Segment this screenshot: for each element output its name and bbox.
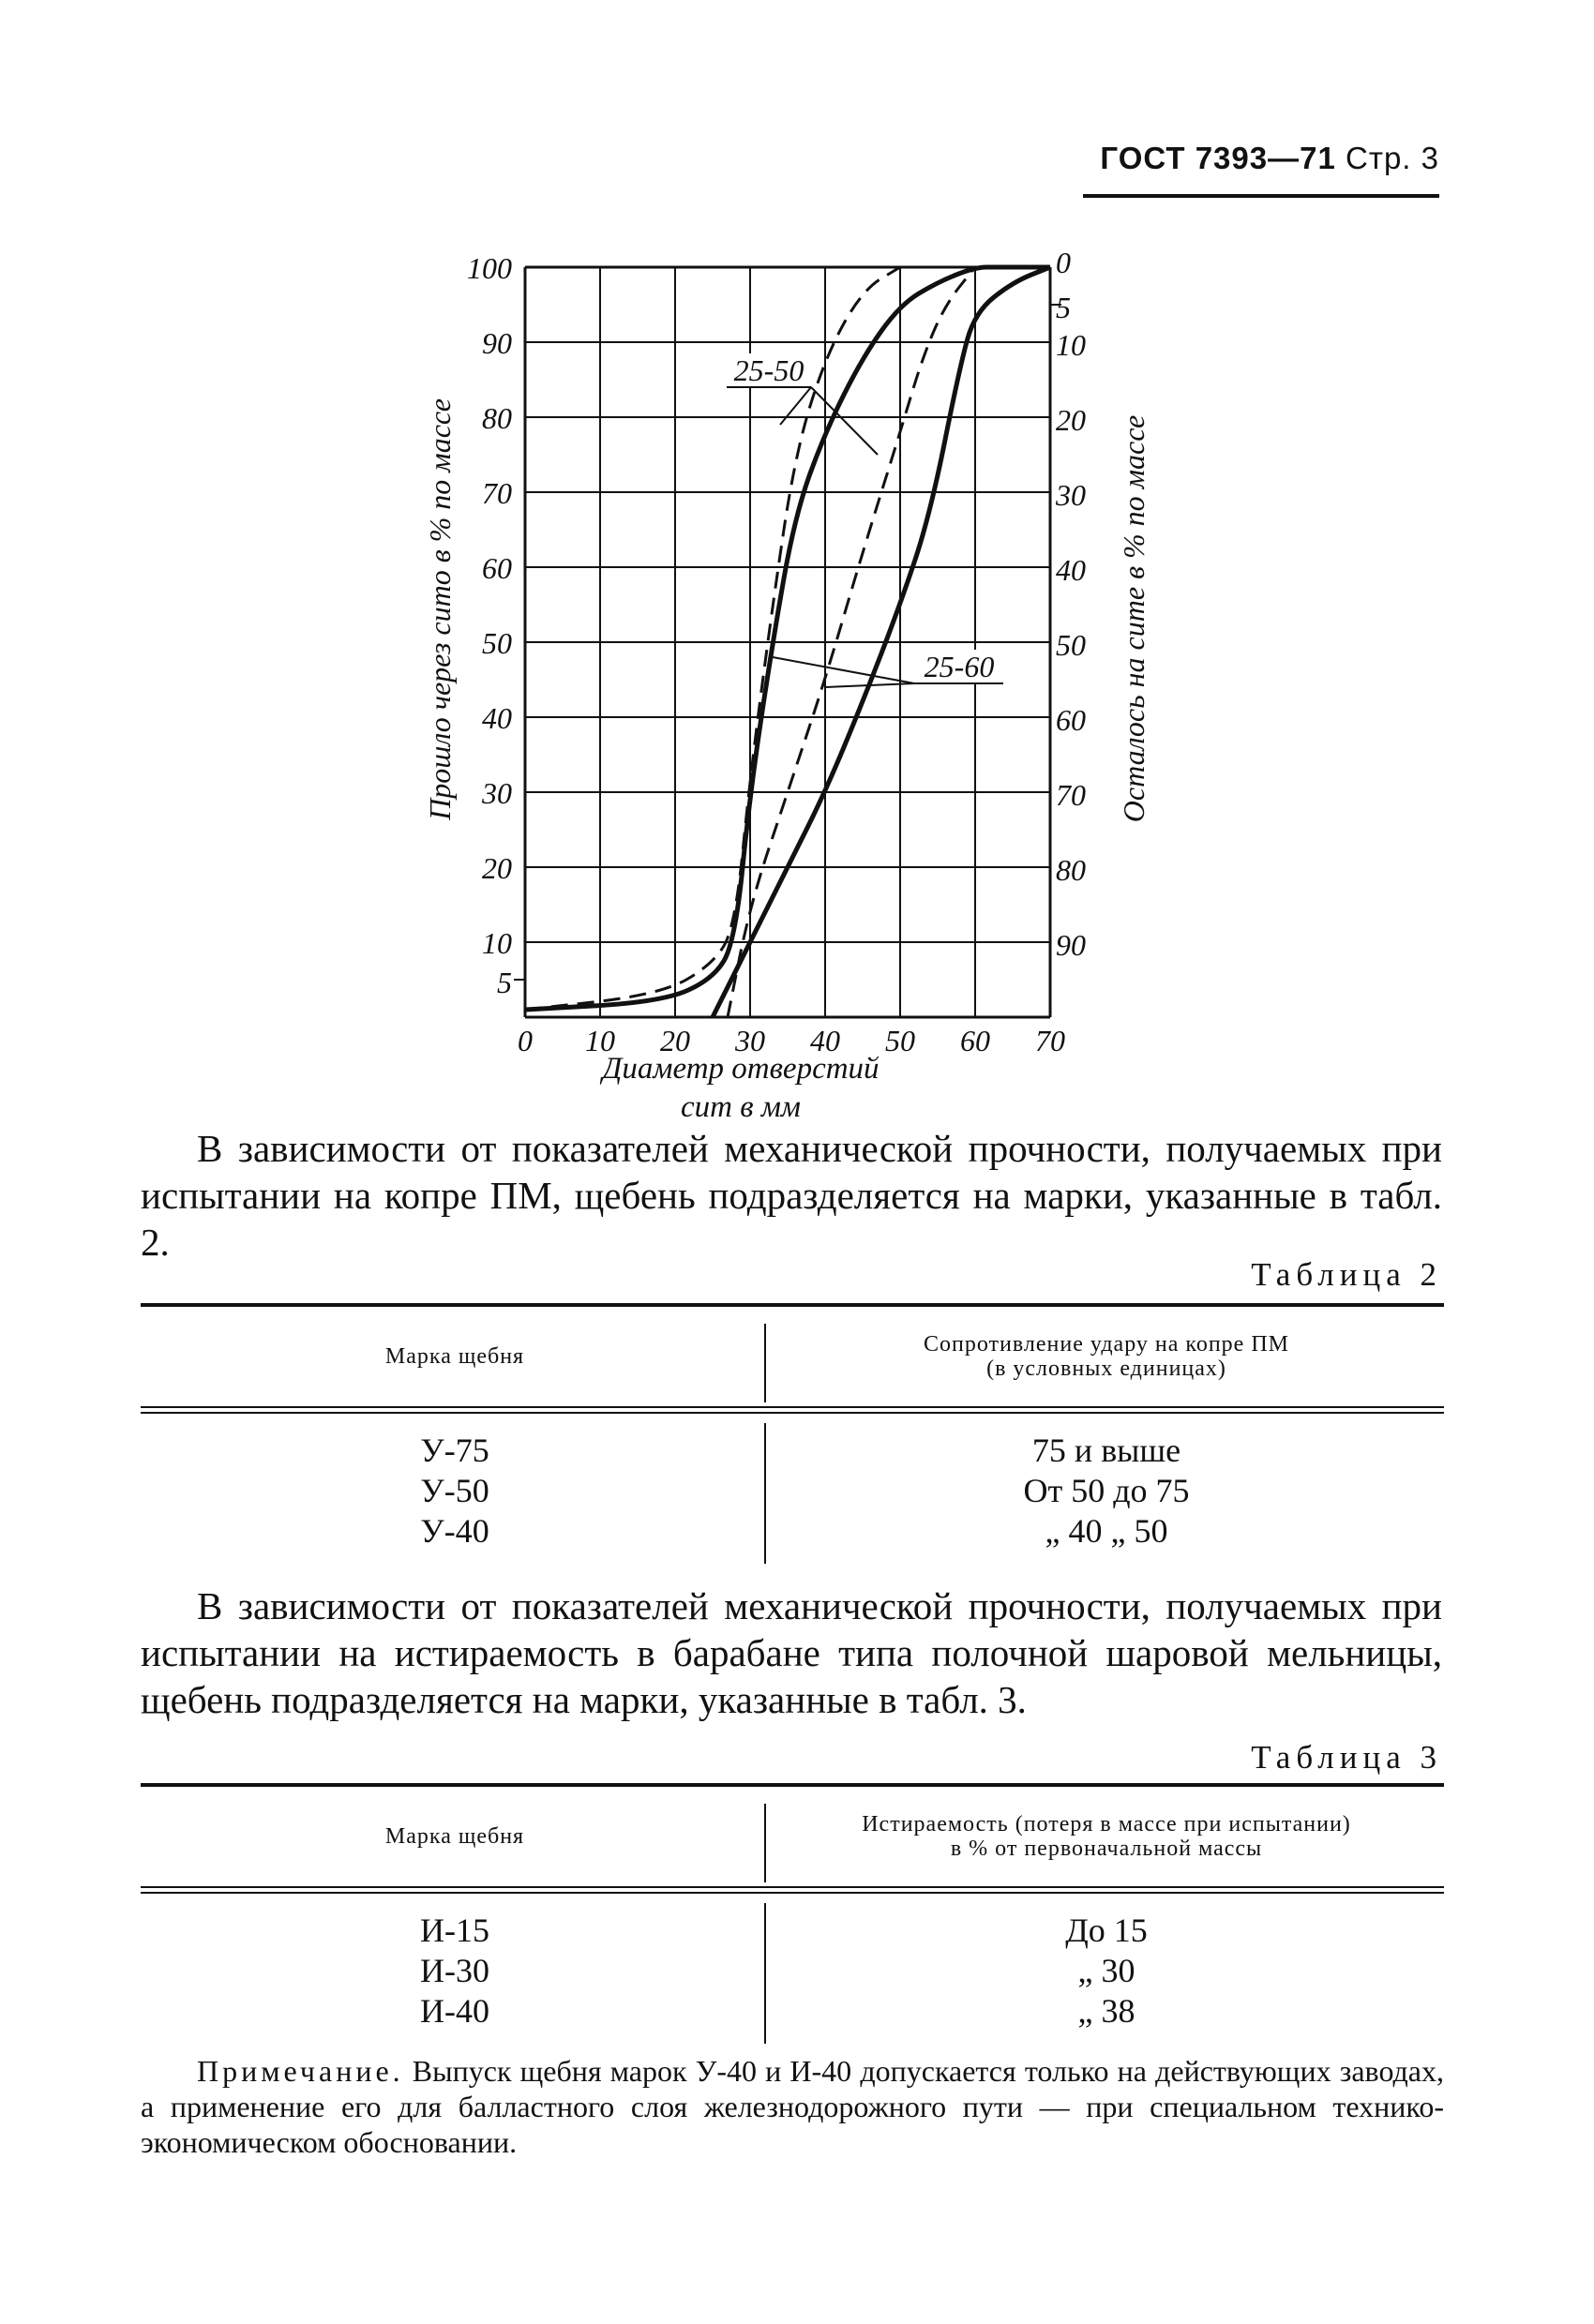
y-tick-left: 20 <box>482 851 512 885</box>
y-tick-left: 10 <box>482 926 512 960</box>
table-double-rule <box>141 1886 1444 1894</box>
table-header <box>141 1307 1444 1406</box>
y-tick-right: 90 <box>1056 928 1086 962</box>
x-tick: 50 <box>885 1024 915 1057</box>
y-tick-left: 90 <box>482 326 512 360</box>
x-tick: 40 <box>810 1024 840 1057</box>
y-tick-right: 10 <box>1056 328 1086 362</box>
column-divider <box>764 1423 766 1564</box>
table-3-caption: Таблица 3 <box>1251 1739 1442 1776</box>
column-header-mark: Марка щебня <box>384 1343 525 1369</box>
annotation-label-25-60: 25-60 <box>924 650 995 683</box>
page-header <box>1083 141 1439 176</box>
table-row: И-30 „ 30 <box>420 1952 1135 1989</box>
series-line <box>525 267 900 1010</box>
y-tick-right: 20 <box>1056 403 1086 437</box>
table-row: У-75 75 и выше <box>420 1432 1181 1469</box>
y-tick-left: 60 <box>482 551 512 585</box>
table-row: И-40 „ 38 <box>420 1992 1135 2030</box>
page-number: Стр. 3 <box>1346 141 1439 175</box>
table-2 <box>141 1303 1444 1552</box>
y-tick-left: 40 <box>482 701 512 735</box>
y-tick-right: 70 <box>1056 778 1086 812</box>
x-tick: 70 <box>1035 1024 1065 1057</box>
paragraph-1: В зависимости от показателей механической прочности, получаемых при испытании на копре ПМ, щебень подразделяется на марки, указанные в табл. 2. <box>141 1127 1442 1264</box>
y-tick-right: 0 <box>1056 246 1071 279</box>
y-tick-left: 50 <box>482 626 512 660</box>
y-tick-right: 60 <box>1056 703 1086 737</box>
table-body <box>141 1414 1444 1552</box>
annotation-label-25-50: 25-50 <box>733 353 805 387</box>
annotation-leader <box>773 657 914 683</box>
x-tick: 10 <box>585 1024 615 1057</box>
column-header-mark: Марка щебня <box>384 1823 525 1849</box>
note <box>141 2053 1444 2160</box>
grain-size-chart <box>413 239 1181 1139</box>
table-row: И-15 До 15 <box>420 1912 1148 1949</box>
table-body <box>141 1894 1444 2032</box>
table-header <box>141 1787 1444 1886</box>
y-tick-left: 100 <box>467 251 512 285</box>
note-text: Выпуск щебня марок У-40 и И-40 допускается только на действующих заводах, а применение его для балластного слоя железнодорожного пути — при специальном технико-экономическом обосновании. <box>141 2054 1445 2159</box>
y-tick-right: 40 <box>1056 553 1086 587</box>
header-rule <box>1083 194 1439 198</box>
x-tick: 20 <box>660 1024 690 1057</box>
x-axis-label-line1: Диаметр отверстий <box>602 1052 880 1086</box>
y-tick-right: 50 <box>1056 628 1086 662</box>
column-divider <box>764 1324 766 1402</box>
column-divider <box>764 1804 766 1882</box>
y-tick-left: 70 <box>482 476 512 510</box>
column-header-value: Истираемость (потеря в массе при испытании) в % от первоначальной массы <box>862 1812 1351 1861</box>
column-divider <box>764 1903 766 2044</box>
table-row: У-40 „ 40 „ 50 <box>420 1512 1168 1550</box>
table-row: У-50 От 50 до 75 <box>420 1472 1190 1509</box>
y-tick-left: 30 <box>482 776 512 810</box>
table-double-rule <box>141 1406 1444 1414</box>
y-tick-right: 30 <box>1056 478 1086 512</box>
table-2-caption: Таблица 2 <box>1251 1256 1442 1293</box>
y-tick-left: 80 <box>482 401 512 435</box>
y-axis-label-left: Прошло через сито в % по массе <box>423 398 457 820</box>
x-tick: 60 <box>960 1024 990 1057</box>
doc-number: ГОСТ 7393—71 <box>1100 141 1336 175</box>
table-3 <box>141 1783 1444 2032</box>
x-tick: 30 <box>735 1024 765 1057</box>
note-label: Примечание. <box>197 2054 404 2088</box>
x-axis-label-line2: сит в мм <box>681 1090 801 1124</box>
column-header-value: Сопротивление удару на копре ПМ (в условных единицах) <box>924 1332 1289 1381</box>
x-tick: 0 <box>518 1024 533 1057</box>
y-axis-label-right: Осталось на сите в % по массе <box>1117 414 1150 823</box>
y-tick-right: 80 <box>1056 853 1086 887</box>
paragraph-2: В зависимости от показателей механической прочности, получаемых при испытании на истираемость в барабане типа полочной шаровой мельницы, щебень подразделяется на марки, указанные в табл. 3. <box>141 1584 1442 1721</box>
y-tick-right: 5 <box>1056 291 1071 324</box>
y-tick-left: 5 <box>497 966 512 999</box>
